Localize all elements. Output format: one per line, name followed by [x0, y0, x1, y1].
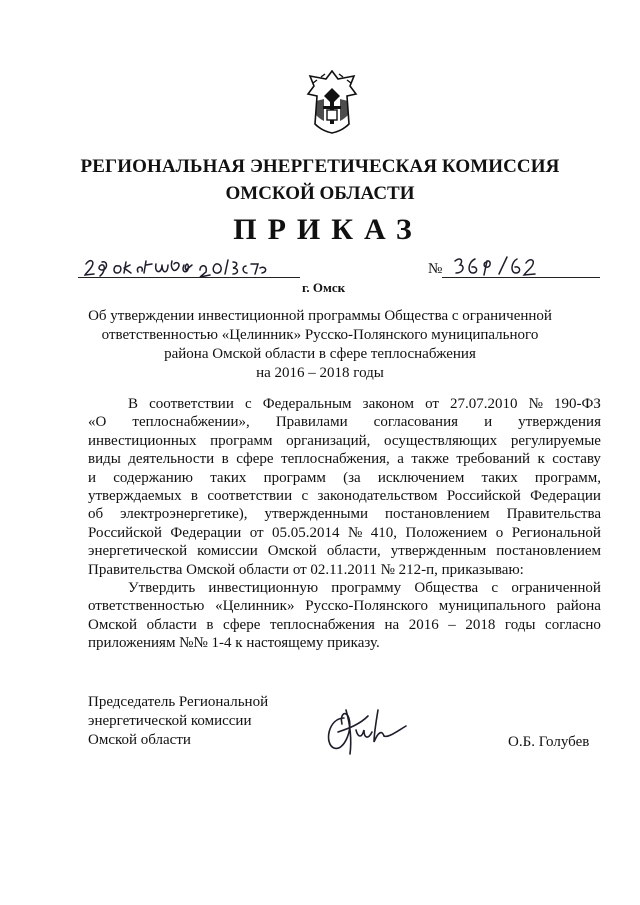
- body-word: таких: [481, 469, 518, 486]
- body-word: ответственностью: [88, 598, 205, 615]
- body-line: [88, 579, 601, 597]
- body-word: Правительства: [506, 506, 601, 523]
- body-word: муниципального: [438, 598, 546, 615]
- body-line: [88, 413, 601, 431]
- subject-title-line: Об утверждении инвестиционной программы Общества с ограниченной: [88, 308, 552, 324]
- body-line: [88, 597, 601, 615]
- body-word: требований: [456, 451, 531, 468]
- body-word: и: [88, 469, 97, 486]
- body-word: с: [244, 396, 252, 412]
- body-word: программ: [263, 469, 326, 486]
- body-word: «О: [88, 414, 107, 431]
- body-word: Русско-Полянского: [305, 598, 428, 615]
- body-word: –: [448, 616, 456, 633]
- body-word: об: [88, 506, 104, 523]
- body-word: 27.07.2010: [450, 396, 518, 412]
- organization-name-line2: ОМСКОЙ ОБЛАСТИ: [225, 183, 415, 204]
- body-word: Федерации: [530, 488, 601, 505]
- body-word: (за: [343, 469, 361, 486]
- order-body-text: [88, 395, 601, 653]
- body-word: электроэнергетике),: [120, 506, 248, 523]
- city-label: г. Омск: [302, 280, 346, 295]
- number-sign: №: [428, 261, 443, 277]
- body-word: Федеральным: [262, 396, 352, 412]
- subject-title-line: района Омской области в сфере теплоснабжения: [164, 346, 476, 362]
- body-word: законодательством: [317, 488, 438, 505]
- body-word: исключением: [377, 469, 465, 486]
- body-word: Региональной: [511, 524, 601, 541]
- body-word: Федерации: [170, 524, 242, 541]
- body-word: 190-ФЗ: [554, 396, 601, 412]
- body-word: с: [301, 488, 309, 505]
- body-line: [88, 450, 601, 468]
- body-word: утвержденным: [390, 543, 487, 560]
- number-underline: [442, 277, 600, 278]
- body-line: [88, 469, 601, 487]
- body-word: Российской: [88, 524, 162, 541]
- body-word: теплоснабжения: [269, 616, 375, 633]
- body-line: [88, 561, 601, 579]
- body-word: регулируемые: [510, 432, 601, 449]
- handwritten-signature: [322, 702, 414, 758]
- body-word: а: [397, 451, 404, 468]
- body-word: содержанию: [113, 469, 194, 486]
- body-word: 410,: [370, 524, 398, 541]
- body-word: законом: [362, 396, 414, 412]
- body-word: Положением: [405, 524, 488, 541]
- body-word: «Целинник»: [215, 598, 295, 615]
- body-line: [88, 616, 601, 634]
- handwritten-number: [451, 254, 541, 278]
- body-word: сфере: [236, 451, 274, 468]
- body-line: [88, 487, 601, 505]
- organization-name-line1: РЕГИОНАЛЬНАЯ ЭНЕРГЕТИЧЕСКАЯ КОМИССИЯ: [80, 156, 560, 177]
- body-word: инвестиционных: [88, 432, 197, 449]
- document-type-heading: ПРИКАЗ: [233, 213, 423, 246]
- body-word: теплоснабжения,: [281, 451, 390, 468]
- body-word: программу: [331, 580, 402, 597]
- body-word: Российской: [446, 488, 521, 505]
- subject-title-line: ответственностью «Целинник» Русско-Полянского муниципального: [101, 327, 539, 343]
- body-line: [88, 505, 601, 523]
- body-word: №: [528, 396, 543, 412]
- body-word: области: [146, 616, 197, 633]
- body-word: утверждаемых: [88, 488, 182, 505]
- body-word: от: [425, 396, 439, 412]
- body-word: ограниченной: [511, 580, 601, 597]
- signatory-position-line: Председатель Региональной: [88, 694, 269, 710]
- body-word: в: [190, 488, 199, 505]
- body-line: [88, 634, 601, 652]
- signatory-position-line: Омской области: [88, 732, 191, 748]
- body-word: комиссии: [197, 543, 258, 560]
- body-word: Правилами: [275, 414, 348, 431]
- date-underline: [78, 277, 300, 278]
- body-word: №: [348, 524, 363, 541]
- body-word: деятельности: [128, 451, 215, 468]
- body-line: [88, 432, 601, 450]
- body-word: Утвердить: [128, 580, 196, 597]
- body-word: 2016: [408, 616, 439, 633]
- body-word: Омской: [88, 616, 138, 633]
- omsk-coat-of-arms-icon: [303, 70, 361, 134]
- body-word: организаций,: [286, 432, 371, 449]
- body-word: программ: [210, 432, 273, 449]
- body-word: постановлением: [496, 543, 601, 560]
- body-word: виды: [88, 451, 121, 468]
- body-word: области,: [326, 543, 381, 560]
- body-word: согласно: [545, 616, 601, 633]
- body-word: таких: [210, 469, 247, 486]
- body-word: постановлением: [384, 506, 490, 523]
- subject-title-line: на 2016 – 2018 годы: [256, 365, 384, 381]
- body-word: к: [537, 451, 545, 468]
- body-word: с: [491, 580, 499, 597]
- body-word: в: [221, 451, 229, 468]
- body-word: согласования: [373, 414, 459, 431]
- body-line: [88, 524, 601, 542]
- body-word: о: [495, 524, 504, 541]
- body-word: соответствии: [207, 488, 293, 505]
- body-word: соответствии: [149, 396, 234, 412]
- body-line: [88, 395, 601, 413]
- body-word: программ,: [534, 469, 601, 486]
- body-word: 05.05.2014: [272, 524, 340, 541]
- body-word: также: [411, 451, 449, 468]
- body-word: от: [249, 524, 264, 541]
- body-word: инвестиционную: [208, 580, 319, 597]
- body-word: 2018: [465, 616, 496, 633]
- body-word: в: [206, 616, 214, 633]
- body-word: составу: [552, 451, 601, 468]
- body-word: Омской: [267, 543, 317, 560]
- body-word: Общества: [414, 580, 479, 597]
- signatory-position-line: энергетической комиссии: [88, 713, 252, 729]
- body-word: Правительства Омской области от 02.11.2011 № 212-п, приказываю:: [88, 561, 524, 578]
- body-word: приложениям №№ 1-4 к настоящему приказу.: [88, 635, 380, 652]
- body-word: района: [556, 598, 601, 615]
- body-word: на: [384, 616, 400, 633]
- body-word: утвержденными: [264, 506, 368, 523]
- body-word: утверждения: [518, 414, 601, 431]
- body-word: и: [484, 414, 493, 431]
- body-line: [88, 542, 601, 560]
- body-word: теплоснабжении»,: [132, 414, 250, 431]
- body-word: сфере: [222, 616, 261, 633]
- signatory-name: О.Б. Голубев: [508, 734, 590, 750]
- body-word: осуществляющих: [384, 432, 498, 449]
- body-word: энергетической: [88, 543, 188, 560]
- body-word: В: [128, 396, 139, 412]
- body-word: годы: [504, 616, 536, 633]
